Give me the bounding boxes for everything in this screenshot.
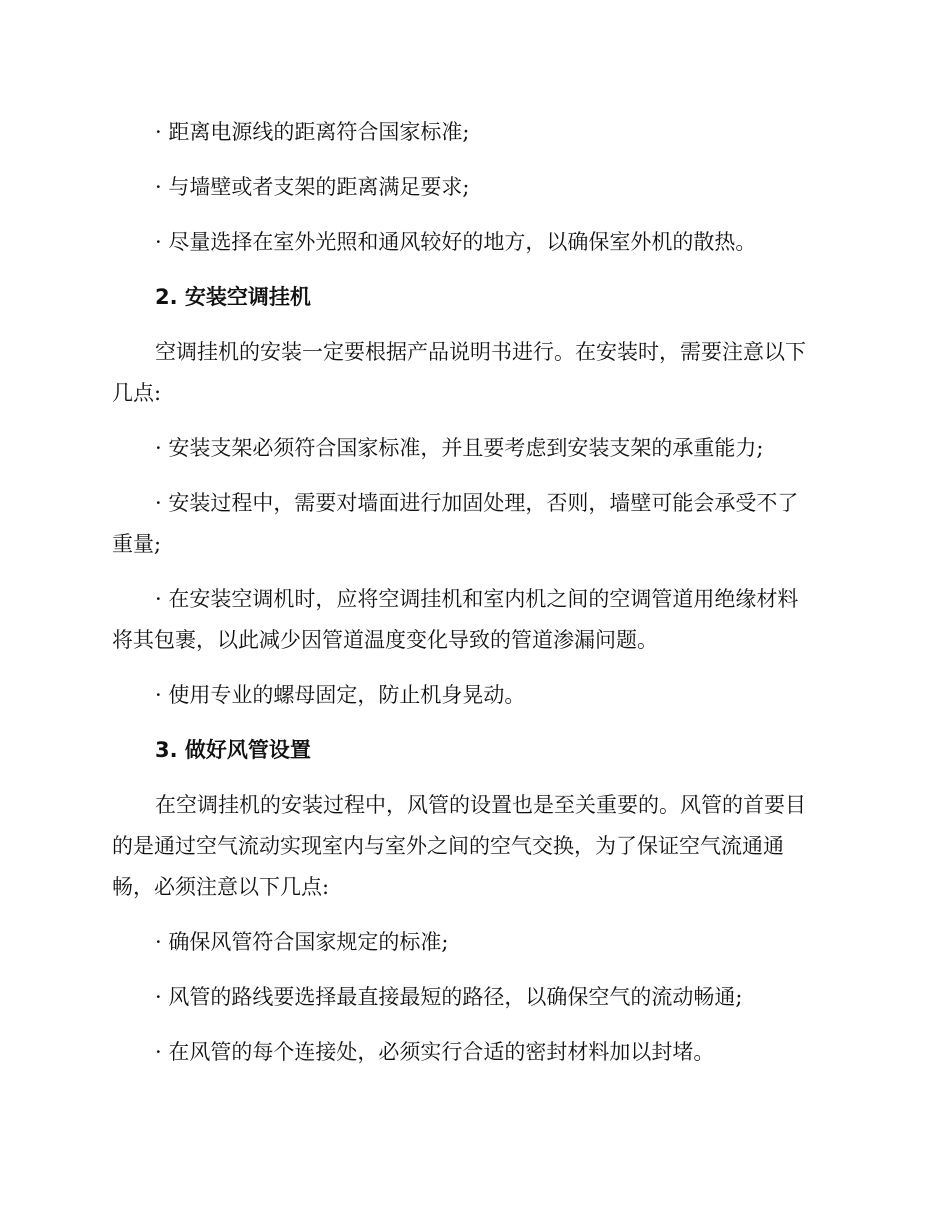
bullet-power-line-distance: · 距离电源线的距离符合国家标准; [155,120,470,144]
paragraph-install-intro-line-1: 空调挂机的安装一定要根据产品说明书进行。在安装时，需要注意以下 [155,340,806,364]
bullet-duct-standard: · 确保风管符合国家规定的标准; [155,930,449,954]
bullet-nut-fixing: · 使用专业的螺母固定，防止机身晃动。 [155,683,526,707]
paragraph-duct-intro-line-1: 在空调挂机的安装过程中，风管的设置也是至关重要的。风管的首要目 [155,793,806,817]
paragraph-duct-intro-line-2: 的是通过空气流动实现室内与室外之间的空气交换，为了保证空气流通通 [112,834,784,858]
bullet-duct-sealing: · 在风管的每个连接处，必须实行合适的密封材料加以封堵。 [155,1040,715,1064]
bullet-bracket-standard: · 安装支架必须符合国家标准，并且要考虑到安装支架的承重能力; [155,436,764,460]
section-heading-install-unit: 2. 安装空调挂机 [155,285,311,309]
bullet-wall-reinforcement-line-1: · 安装过程中，需要对墙面进行加固处理，否则，墙壁可能会承受不了 [155,491,799,515]
bullet-wall-reinforcement-line-2: 重量; [112,532,162,556]
paragraph-duct-intro-line-3: 畅，必须注意以下几点: [112,875,330,899]
paragraph-install-intro-line-2: 几点: [112,381,162,405]
bullet-pipe-insulation-line-2: 将其包裹，以此减少因管道温度变化导致的管道渗漏问题。 [112,628,658,652]
bullet-pipe-insulation-line-1: · 在安装空调机时，应将空调挂机和室内机之间的空调管道用绝缘材料 [155,587,799,611]
bullet-ventilation-location: · 尽量选择在室外光照和通风较好的地方，以确保室外机的散热。 [155,230,757,254]
section-heading-air-duct: 3. 做好风管设置 [155,738,311,762]
bullet-wall-distance: · 与墙壁或者支架的距离满足要求; [155,175,470,199]
bullet-duct-route: · 风管的路线要选择最直接最短的路径，以确保空气的流动畅通; [155,985,743,1009]
